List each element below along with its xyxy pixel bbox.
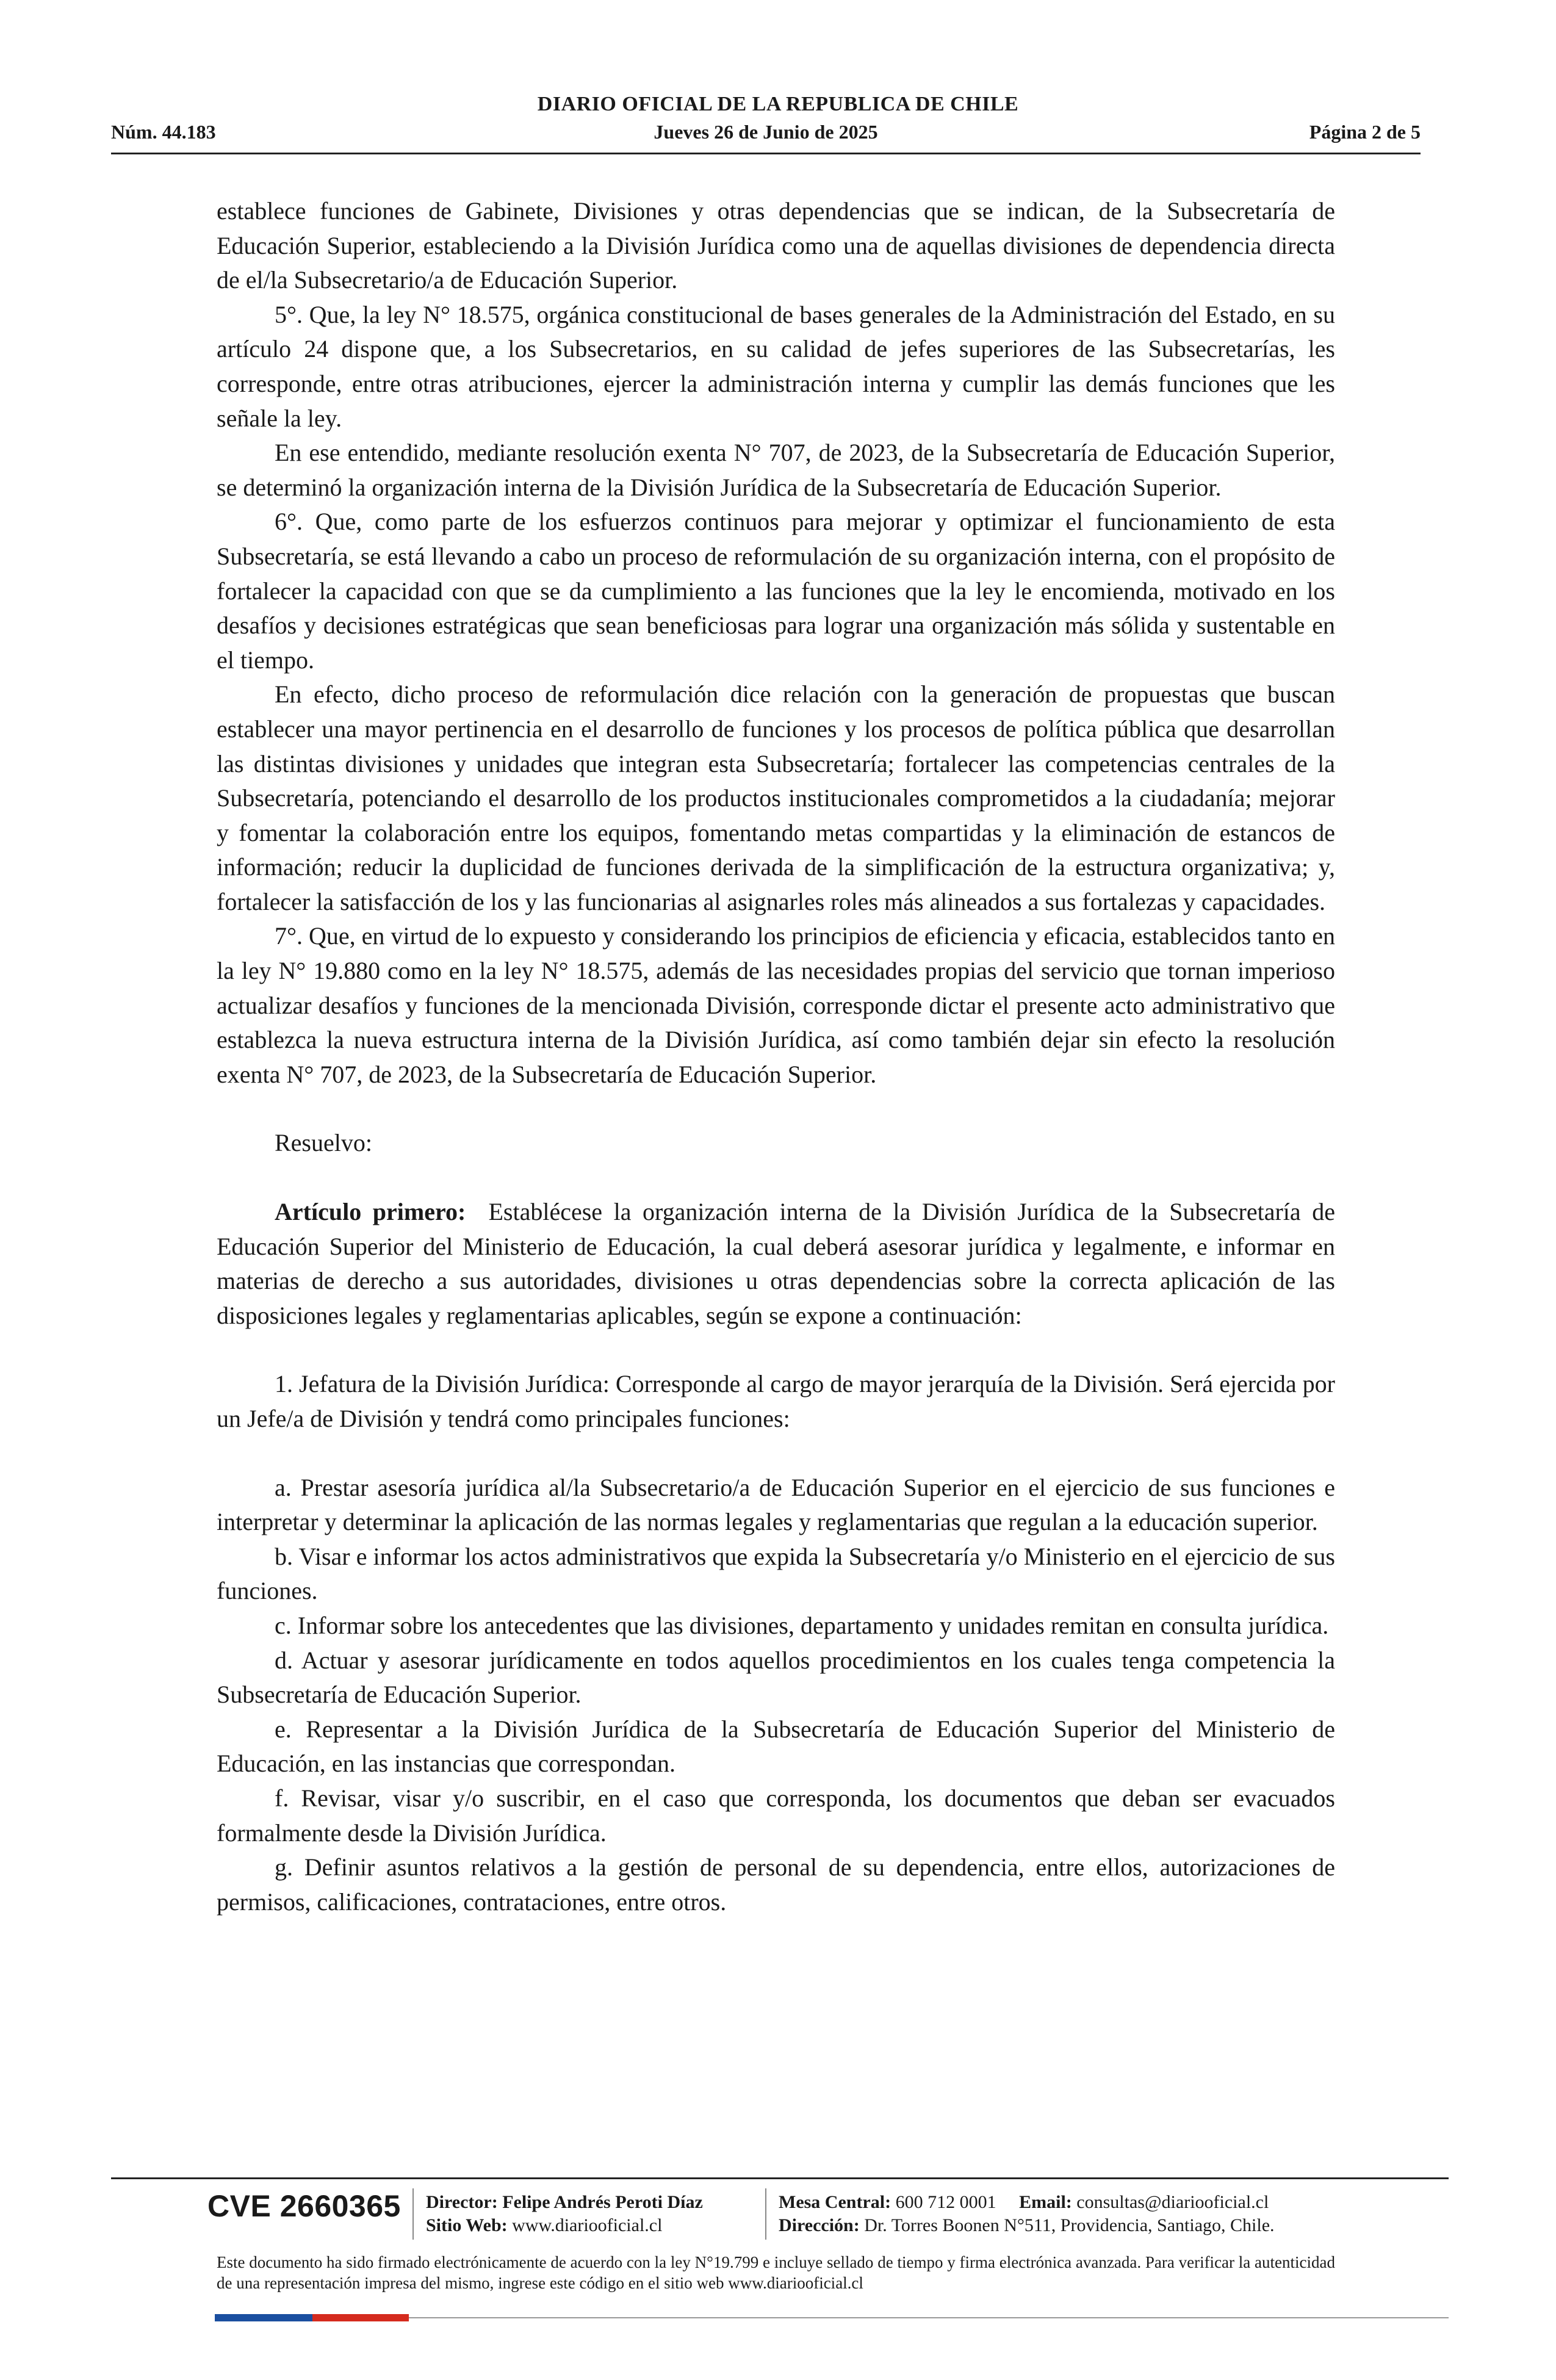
resuelvo-heading: Resuelvo: [275,1129,372,1157]
issue-date: Jueves 26 de Junio de 2025 [654,121,878,143]
list-item: f. Revisar, visar y/o suscribir, en el caso que corresponda, los documentos que deban ser evacuados formalmente desde la División Jurídica. [217,1784,1335,1847]
article-text: Establécese la organización interna de la División Jurídica de la Subsecretaría de Educación Superior del Ministerio de Educación, la cual deberá asesorar jurídica y legalmente, e informar en materias de derecho a sus autoridades, divisiones u otras dependencias sobre la correcta aplicación de las disposiciones legales y reglamentarias aplicables, según se expone a continuación: [217,1198,1335,1329]
paragraph: establece funciones de Gabinete, Divisiones y otras dependencias que se indican, de la Subsecretaría de Educación Superior, estableciendo a la División Jurídica como una de aquellas divisiones de dependencia directa de el/la Subsecretario/a de Educación Superior. [217,197,1335,294]
list-item: g. Definir asuntos relativos a la gestión de personal de su dependencia, entre ellos, autorizaciones de permisos, calificaciones, contrataciones, entre otros. [217,1853,1335,1916]
header-row [111,121,1421,148]
footer-director-block [426,2191,703,2237]
header-divider [111,153,1421,154]
address-value: Dr. Torres Boonen N°511, Providencia, Santiago, Chile. [864,2215,1275,2235]
article-label: Artículo primero: [275,1198,466,1226]
document-body [217,194,1335,1919]
address-label: Dirección: [779,2215,860,2235]
footer-separator [765,2188,766,2240]
paragraph: 7°. Que, en virtud de lo expuesto y considerando los principios de eficiencia y eficacia, establecidos tanto en la ley N° 19.880 como en la ley N° 18.575, además de las necesidades propias del servicio que tornan imperioso actualizar desafíos y funciones de la mencionada División, corresponde dictar el presente acto administrativo que establezca la nueva estructura interna de la División Jurídica, así como también dejar sin efecto la resolución exenta N° 707, de 2023, de la Subsecretaría de Educación Superior. [217,922,1335,1088]
footer-separator [412,2188,414,2240]
page-indicator: Página 2 de 5 [1309,121,1421,143]
cve-code: CVE 2660365 [207,2189,401,2223]
issue-number: Núm. 44.183 [111,121,216,143]
director-name: Felipe Andrés Peroti Díaz [502,2192,703,2212]
flag-bar-red [312,2314,409,2321]
footer-bottom-rule [409,2317,1449,2318]
list-item: a. Prestar asesoría jurídica al/la Subsecretario/a de Educación Superior en el ejercicio de sus funciones e interpretar y determinar la aplicación de las normas legales y reglamentarias que regulan a la educación superior. [217,1473,1335,1536]
list-item: d. Actuar y asesorar jurídicamente en todos aquellos procedimientos en los cuales tenga competencia la Subsecretaría de Educación Superior. [217,1646,1335,1709]
signature-note: Este documento ha sido firmado electrónicamente de acuerdo con la ley N°19.799 e incluye sellado de tiempo y firma electrónica avanzada. Para verificar la autenticidad de una representación impresa del mismo, ingrese este código en el sitio web www.diariooficial.cl [217,2253,1335,2292]
footer-divider [111,2177,1449,2179]
flag-bar-blue [215,2314,312,2321]
paragraph: En ese entendido, mediante resolución exenta N° 707, de 2023, de la Subsecretaría de Educación Superior, se determinó la organización interna de la División Jurídica de la Subsecretaría de Educación Superior. [217,439,1335,501]
director-label: Director: [426,2192,498,2212]
paragraph: 5°. Que, la ley N° 18.575, orgánica constitucional de bases generales de la Administración del Estado, en su artículo 24 dispone que, a los Subsecretarios, en su calidad de jefes superiores de las Subsecretarías, les corresponde, entre otras atribuciones, ejercer la administración interna y cumplir las demás funciones que les señale la ley. [217,300,1335,432]
email-label: Email: [1019,2192,1072,2212]
list-item: b. Visar e informar los actos administrativos que expida la Subsecretaría y/o Ministerio en el ejercicio de sus funciones. [217,1542,1335,1605]
article-first [217,1195,1335,1333]
footer-contact-block [779,2191,1275,2237]
phone-value: 600 712 0001 [895,2192,996,2212]
phone-label: Mesa Central: [779,2192,891,2212]
paragraph: En efecto, dicho proceso de reformulación dice relación con la generación de propuestas que buscan establecer una mayor pertinencia en el desarrollo de funciones y los procesos de política pública que desarrollan las distintas divisiones y unidades que integran esta Subsecretaría; fortalecer las competencias centrales de la Subsecretaría, potenciando el desarrollo de los productos institucionales comprometidos a la ciudadanía; mejorar y fomentar la colaboración entre los equipos, fomentando metas compartidas y la eliminación de estancos de información; reducir la duplicidad de funciones derivada de la simplificación de la estructura organizativa; y, fortalecer la satisfacción de los y las funcionarias al asignarles roles más alineados a sus fortalezas y capacidades. [217,680,1335,915]
list-item: e. Representar a la División Jurídica de la Subsecretaría de Educación Superior del Ministerio de Educación, en las instancias que correspondan. [217,1715,1335,1778]
list-item: c. Informar sobre los antecedentes que las divisiones, departamento y unidades remitan en consulta jurídica. [275,1611,1329,1639]
item-jefatura: 1. Jefatura de la División Jurídica: Corresponde al cargo de mayor jerarquía de la División. Será ejercida por un Jefe/a de División y tendrá como principales funciones: [217,1370,1335,1432]
site-link[interactable]: www.diariooficial.cl [512,2215,663,2235]
site-label: Sitio Web: [426,2215,508,2235]
paragraph: 6°. Que, como parte de los esfuerzos continuos para mejorar y optimizar el funcionamiento de esta Subsecretaría, se está llevando a cabo un proceso de reformulación de su organización interna, con el propósito de fortalecer la capacidad con que se da cumplimiento a las funciones que la ley le encomienda, motivado en los desafíos y decisiones estratégicas que sean beneficiosas para lograr una organización más sólida y sustentable en el tiempo. [217,508,1335,674]
email-link[interactable]: consultas@diariooficial.cl [1076,2192,1269,2212]
journal-title: DIARIO OFICIAL DE LA REPUBLICA DE CHILE [537,93,1019,115]
